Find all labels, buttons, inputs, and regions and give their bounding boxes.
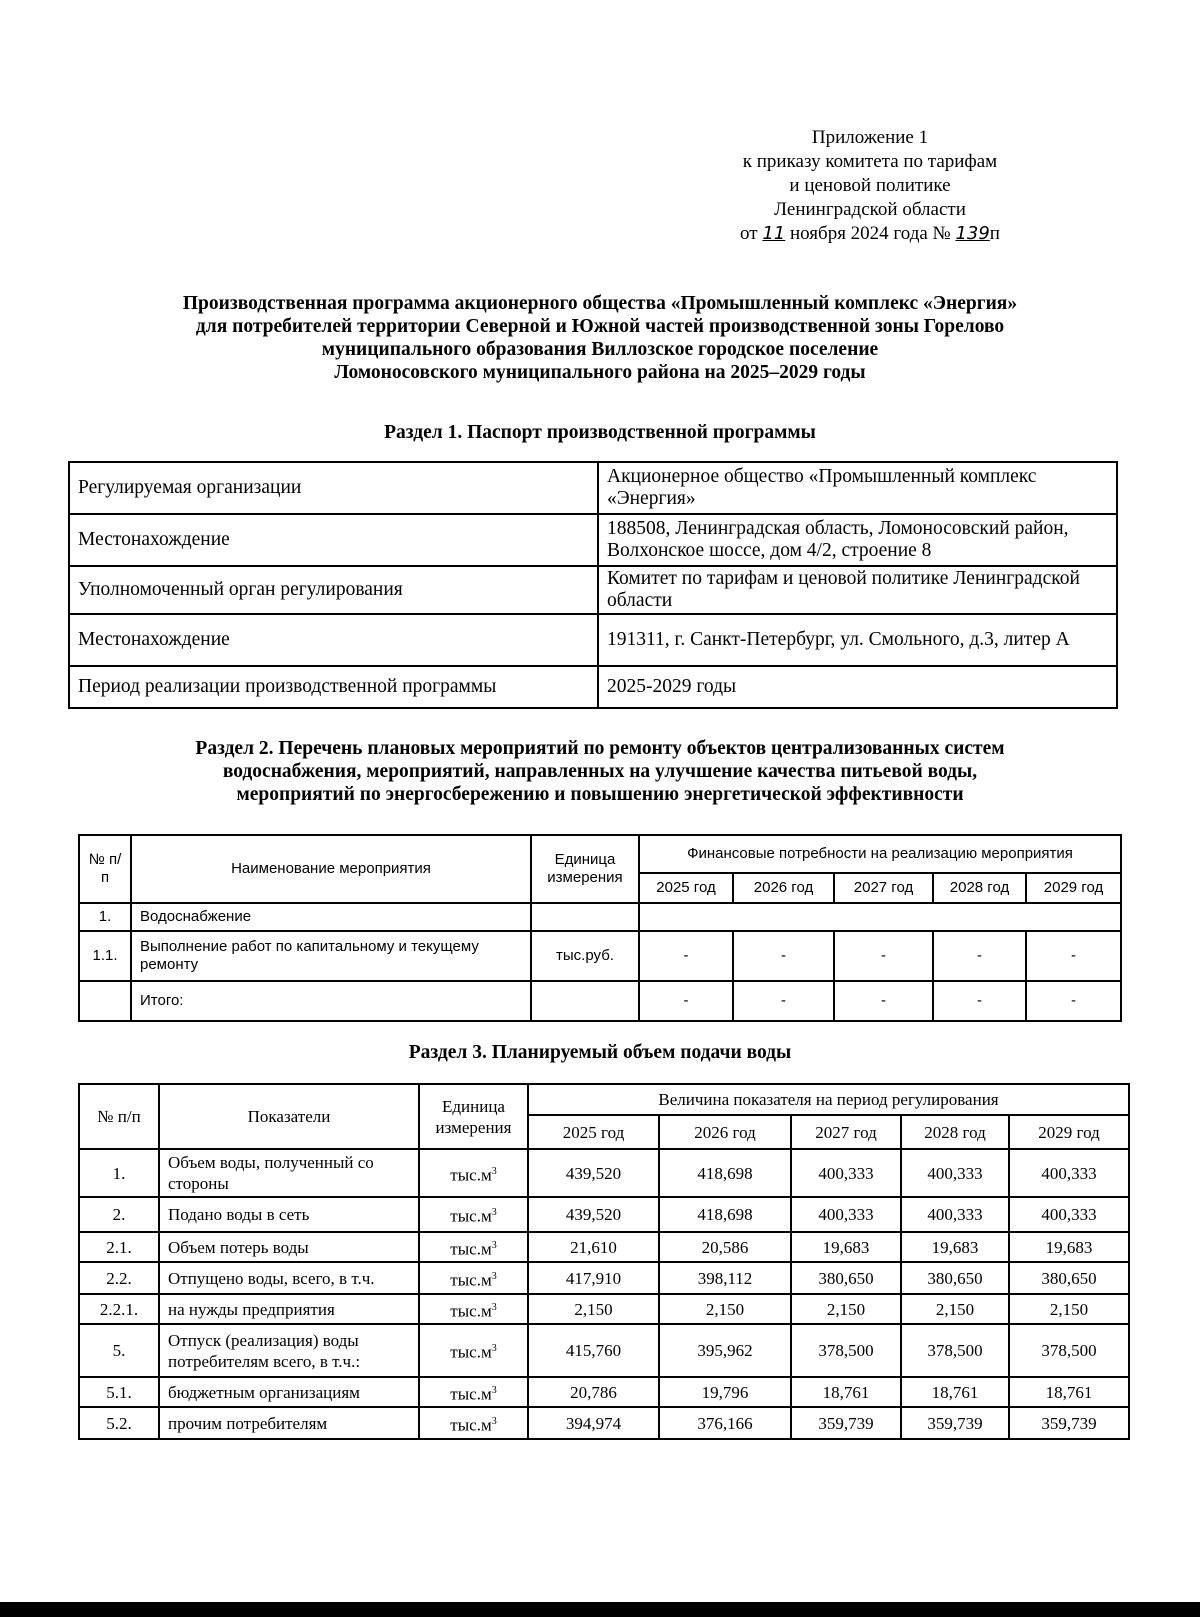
- column-group-header: Финансовые потребности на реализацию мероприятия: [639, 835, 1121, 873]
- date-mid: ноября 2024 года №: [789, 223, 951, 244]
- value-cell: 359,739: [791, 1407, 901, 1439]
- appendix-header: [690, 126, 1050, 246]
- unit-cell: [419, 1232, 528, 1262]
- table-cell: [639, 903, 1121, 931]
- value-cell: 400,333: [901, 1149, 1009, 1197]
- year-header: 2026 год: [733, 873, 834, 903]
- column-header: № п/п: [79, 1084, 159, 1149]
- year-header: 2027 год: [791, 1115, 901, 1149]
- passport-table: [68, 461, 1118, 709]
- value-cell: 400,333: [791, 1197, 901, 1232]
- document-title: [60, 292, 1140, 384]
- table-cell: 2.2.: [79, 1262, 159, 1294]
- table-cell: Итого:: [131, 981, 531, 1021]
- unit-exponent: 3: [491, 1165, 497, 1177]
- value-cell: 439,520: [528, 1197, 659, 1232]
- table-row: [79, 1262, 1129, 1294]
- title-line: Производственная программа акционерного общества «Промышленный комплекс «Энергия»: [182, 293, 1018, 314]
- unit-cell: [419, 1377, 528, 1407]
- water-supply-table: [78, 1083, 1130, 1440]
- value-cell: -: [733, 981, 834, 1021]
- value-cell: 395,962: [659, 1324, 791, 1377]
- unit-exponent: 3: [491, 1343, 497, 1355]
- value-cell: -: [733, 931, 834, 981]
- passport-label: Регулируемая организации: [69, 462, 598, 514]
- table-cell: 2.: [79, 1197, 159, 1232]
- date-prefix: от: [740, 223, 758, 244]
- value-cell: 380,650: [1009, 1262, 1129, 1294]
- table-row: [69, 614, 1117, 666]
- year-header: 2028 год: [933, 873, 1026, 903]
- value-cell: 19,683: [791, 1232, 901, 1262]
- value-cell: -: [1026, 981, 1121, 1021]
- value-cell: 19,683: [901, 1232, 1009, 1262]
- value-cell: -: [933, 931, 1026, 981]
- table-cell: 1.1.: [79, 931, 131, 981]
- year-header: 2025 год: [639, 873, 733, 903]
- header-line: Ленинградской области: [774, 199, 966, 220]
- number-suffix: п: [989, 223, 1000, 244]
- table-row: [69, 514, 1117, 566]
- value-cell: 2,150: [901, 1294, 1009, 1324]
- table-cell: Отпуск (реализация) воды потребителям всего, в т.ч.:: [159, 1324, 419, 1377]
- column-header: № п/п: [79, 835, 131, 903]
- value-cell: -: [1026, 931, 1121, 981]
- table-cell: 5.: [79, 1324, 159, 1377]
- table-cell: 2.1.: [79, 1232, 159, 1262]
- table-cell: Выполнение работ по капитальному и текущему ремонту: [131, 931, 531, 981]
- order-date-line: [690, 222, 1050, 246]
- unit-exponent: 3: [491, 1415, 497, 1427]
- heading-line: Раздел 2. Перечень плановых мероприятий по ремонту объектов централизованных систем: [195, 738, 1005, 759]
- value-cell: 418,698: [659, 1197, 791, 1232]
- table-row: [69, 462, 1117, 514]
- table-row: [79, 1407, 1129, 1439]
- table-cell: 1.: [79, 1149, 159, 1197]
- value-cell: 21,610: [528, 1232, 659, 1262]
- value-cell: 2,150: [791, 1294, 901, 1324]
- passport-label: Местонахождение: [69, 614, 598, 666]
- year-header: 2025 год: [528, 1115, 659, 1149]
- value-cell: 439,520: [528, 1149, 659, 1197]
- handwritten-number: 139: [955, 223, 990, 244]
- table-cell: прочим потребителям: [159, 1407, 419, 1439]
- value-cell: 18,761: [901, 1377, 1009, 1407]
- passport-label: Местонахождение: [69, 514, 598, 566]
- header-row: [79, 835, 1121, 873]
- table-row: [79, 1149, 1129, 1197]
- table-cell: на нужды предприятия: [159, 1294, 419, 1324]
- table-row: [69, 666, 1117, 708]
- column-header: Наименование мероприятия: [131, 835, 531, 903]
- value-cell: 380,650: [791, 1262, 901, 1294]
- header-line: Приложение 1: [811, 127, 929, 148]
- table-cell: [531, 903, 639, 931]
- measures-table: [78, 834, 1122, 1022]
- table-cell: 5.2.: [79, 1407, 159, 1439]
- value-cell: 417,910: [528, 1262, 659, 1294]
- table-row: [79, 1324, 1129, 1377]
- table-row: [79, 903, 1121, 931]
- value-cell: -: [933, 981, 1026, 1021]
- value-cell: 2,150: [1009, 1294, 1129, 1324]
- section2-heading: [60, 737, 1140, 806]
- value-cell: 415,760: [528, 1324, 659, 1377]
- title-line: для потребителей территории Северной и Южной частей производственной зоны Горелово: [195, 316, 1005, 337]
- table-row: [69, 566, 1117, 614]
- unit: тыс.м: [450, 1301, 492, 1321]
- value-cell: 400,333: [791, 1149, 901, 1197]
- column-header: Единица измерения: [419, 1084, 528, 1149]
- unit-cell: [419, 1324, 528, 1377]
- unit: тыс.м: [450, 1384, 492, 1404]
- value-cell: 2,150: [528, 1294, 659, 1324]
- table-row: [79, 1197, 1129, 1232]
- unit-cell: [419, 1294, 528, 1324]
- unit: тыс.м: [450, 1342, 492, 1362]
- year-header: 2028 год: [901, 1115, 1009, 1149]
- value-cell: 20,786: [528, 1377, 659, 1407]
- value-cell: -: [834, 981, 933, 1021]
- unit-cell: [419, 1262, 528, 1294]
- unit-exponent: 3: [491, 1384, 497, 1396]
- section1-heading: Раздел 1. Паспорт производственной программы: [384, 422, 816, 443]
- table-row: [79, 1232, 1129, 1262]
- unit-exponent: 3: [491, 1239, 497, 1251]
- value-cell: 359,739: [1009, 1407, 1129, 1439]
- passport-value: Комитет по тарифам и ценовой политике Ленинградской области: [598, 566, 1117, 614]
- value-cell: 378,500: [901, 1324, 1009, 1377]
- value-cell: 2,150: [659, 1294, 791, 1324]
- value-cell: -: [639, 931, 733, 981]
- table-cell: Объем воды, полученный со стороны: [159, 1149, 419, 1197]
- unit: тыс.м: [450, 1270, 492, 1290]
- value-cell: 378,500: [791, 1324, 901, 1377]
- value-cell: 394,974: [528, 1407, 659, 1439]
- table-row: [79, 931, 1121, 981]
- year-header: 2029 год: [1009, 1115, 1129, 1149]
- value-cell: 400,333: [1009, 1197, 1129, 1232]
- value-cell: 19,683: [1009, 1232, 1129, 1262]
- table-cell: [79, 981, 131, 1021]
- table-cell: бюджетным организациям: [159, 1377, 419, 1407]
- value-cell: 418,698: [659, 1149, 791, 1197]
- passport-label: Уполномоченный орган регулирования: [69, 566, 598, 614]
- table-cell: Подано воды в сеть: [159, 1197, 419, 1232]
- table-cell: Объем потерь воды: [159, 1232, 419, 1262]
- table-cell: Отпущено воды, всего, в т.ч.: [159, 1262, 419, 1294]
- year-header: 2026 год: [659, 1115, 791, 1149]
- value-cell: 380,650: [901, 1262, 1009, 1294]
- handwritten-day: 11: [762, 223, 786, 244]
- unit-cell: [419, 1149, 528, 1197]
- unit-exponent: 3: [491, 1301, 497, 1313]
- heading-line: водоснабжения, мероприятий, направленных на улучшение качества питьевой воды,: [222, 761, 978, 782]
- table-cell: [531, 981, 639, 1021]
- passport-label: Период реализации производственной программы: [69, 666, 598, 708]
- passport-value: Акционерное общество «Промышленный комплекс «Энергия»: [598, 462, 1117, 514]
- value-cell: 376,166: [659, 1407, 791, 1439]
- table-cell: 1.: [79, 903, 131, 931]
- unit: тыс.м: [450, 1239, 492, 1259]
- value-cell: 398,112: [659, 1262, 791, 1294]
- column-header: Показатели: [159, 1084, 419, 1149]
- value-cell: -: [639, 981, 733, 1021]
- value-cell: 19,796: [659, 1377, 791, 1407]
- unit: тыс.м: [450, 1165, 492, 1185]
- year-header: 2029 год: [1026, 873, 1121, 903]
- table-cell: тыс.руб.: [531, 931, 639, 981]
- header-line: к приказу комитета по тарифам: [742, 151, 998, 172]
- value-cell: 400,333: [901, 1197, 1009, 1232]
- table-row: [79, 1294, 1129, 1324]
- value-cell: 20,586: [659, 1232, 791, 1262]
- scan-edge-bar: [0, 1602, 1200, 1617]
- unit-exponent: 3: [491, 1270, 497, 1282]
- header-row: [79, 1084, 1129, 1115]
- unit: тыс.м: [450, 1206, 492, 1226]
- unit: тыс.м: [450, 1415, 492, 1435]
- value-cell: 400,333: [1009, 1149, 1129, 1197]
- header-line: и ценовой политике: [789, 175, 951, 196]
- value-cell: 18,761: [791, 1377, 901, 1407]
- heading-line: мероприятий по энергосбережению и повышению энергетической эффективности: [236, 784, 964, 805]
- value-cell: 18,761: [1009, 1377, 1129, 1407]
- value-cell: -: [834, 931, 933, 981]
- unit-cell: [419, 1197, 528, 1232]
- value-cell: 359,739: [901, 1407, 1009, 1439]
- table-row: [79, 1377, 1129, 1407]
- column-header: Единица измерения: [531, 835, 639, 903]
- title-line: муниципального образования Виллозское городское поселение: [321, 339, 879, 360]
- table-row: [79, 981, 1121, 1021]
- title-line: Ломоносовского муниципального района на 2025–2029 годы: [334, 362, 866, 383]
- column-group-header: Величина показателя на период регулирования: [528, 1084, 1129, 1115]
- table-cell: 2.2.1.: [79, 1294, 159, 1324]
- year-header: 2027 год: [834, 873, 933, 903]
- passport-value: 2025-2029 годы: [598, 666, 1117, 708]
- value-cell: 378,500: [1009, 1324, 1129, 1377]
- passport-value: 191311, г. Санкт-Петербург, ул. Смольного, д.3, литер А: [598, 614, 1117, 666]
- table-cell: Водоснабжение: [131, 903, 531, 931]
- table-cell: 5.1.: [79, 1377, 159, 1407]
- unit-cell: [419, 1407, 528, 1439]
- unit-exponent: 3: [491, 1207, 497, 1219]
- section3-heading: Раздел 3. Планируемый объем подачи воды: [408, 1042, 792, 1063]
- passport-value: 188508, Ленинградская область, Ломоносовский район, Волхонское шоссе, дом 4/2, строение 8: [598, 514, 1117, 566]
